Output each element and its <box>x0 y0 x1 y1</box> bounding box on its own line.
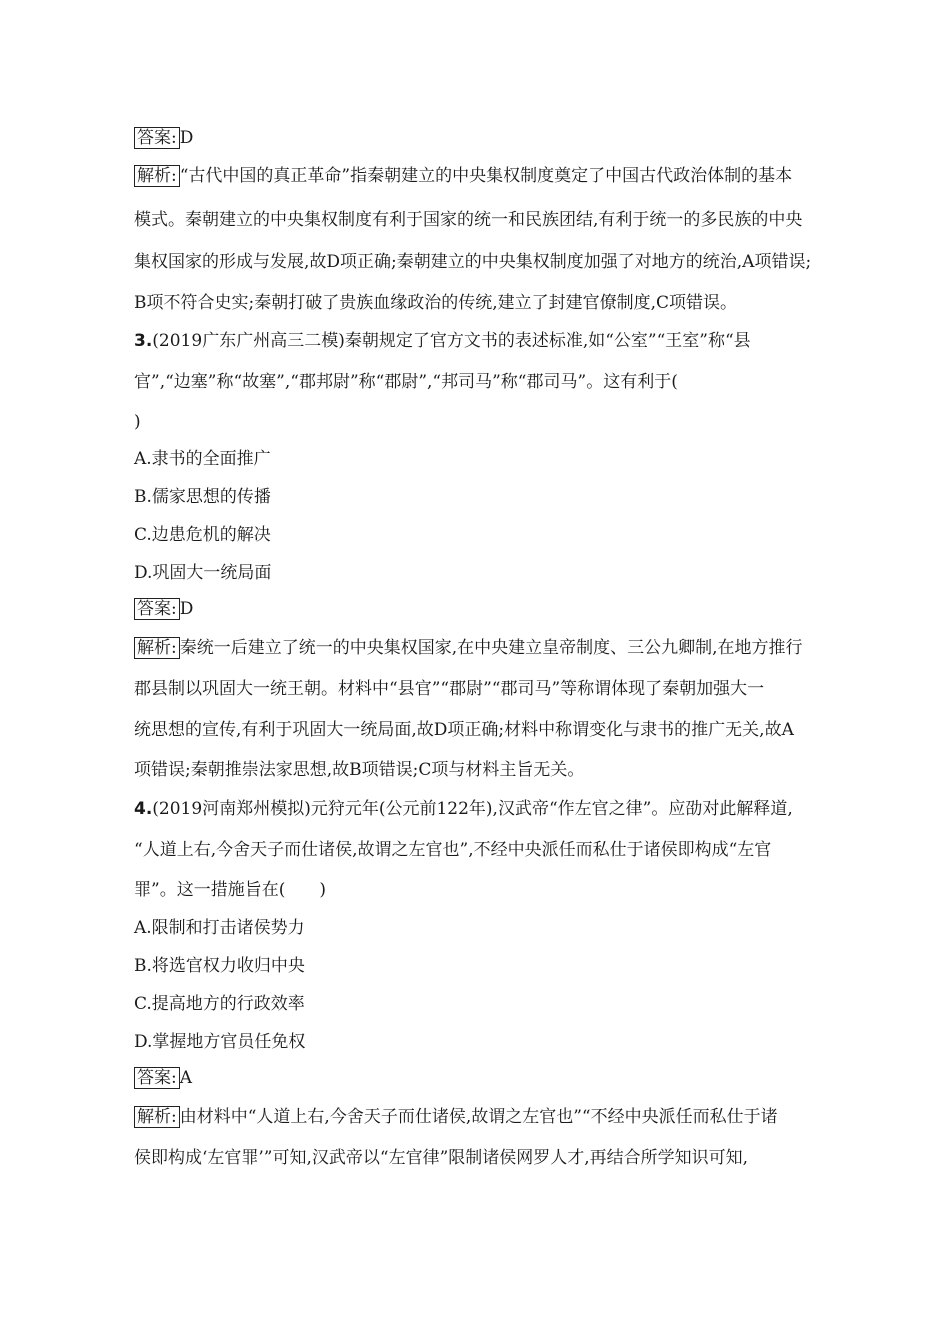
option-d: D.巩固大一统局面 <box>134 563 272 583</box>
option-a: A.隶书的全面推广 <box>134 449 271 469</box>
analysis-line <box>134 164 792 188</box>
answer-value: D <box>179 599 194 619</box>
option-c: C.边患危机的解决 <box>134 525 271 545</box>
question-text: “人道上右,今舍天子而仕诸侯,故谓之左官也”,不经中央派任而私仕于诸侯即构成“左官 <box>134 840 772 860</box>
answer-line <box>134 597 193 621</box>
analysis-label: 解析: <box>134 165 180 187</box>
answer-value: A <box>179 1068 193 1088</box>
analysis-label: 解析: <box>134 637 180 659</box>
question-text: ) <box>134 412 141 432</box>
answer-line <box>134 1066 192 1090</box>
question-text: 官”,“边塞”称“故塞”,“郡邦尉”称“郡尉”,“邦司马”称“郡司马”。这有利于( <box>134 372 678 392</box>
question-text: (2019河南郑州模拟)元狩元年(公元前122年),汉武帝“作左官之律”。应劭对此解释道, <box>152 799 793 819</box>
question-4 <box>134 797 793 821</box>
analysis-text: 统思想的宣传,有利于巩固大一统局面,故D项正确;材料中称谓变化与隶书的推广无关,故A <box>134 720 794 740</box>
option-b: B.儒家思想的传播 <box>134 487 271 507</box>
question-text: (2019广东广州高三二模)秦朝规定了官方文书的表述标准,如“公室”“王室”称“县 <box>152 331 751 351</box>
analysis-text: 模式。秦朝建立的中央集权制度有利于国家的统一和民族团结,有利于统一的多民族的中央 <box>134 210 803 230</box>
option-b: B.将选官权力收归中央 <box>134 956 305 976</box>
analysis-text: 侯即构成‘左官罪’”可知,汉武帝以“左官律”限制诸侯网罗人才,再结合所学知识可知, <box>134 1148 749 1168</box>
answer-label: 答案: <box>134 127 180 149</box>
analysis-line <box>134 636 803 660</box>
option-c: C.提高地方的行政效率 <box>134 994 305 1014</box>
analysis-line <box>134 1105 778 1129</box>
answer-value: D <box>179 128 194 148</box>
answer-line <box>134 126 193 150</box>
analysis-text: “古代中国的真正革命”指秦朝建立的中央集权制度奠定了中国古代政治体制的基本 <box>179 166 793 186</box>
question-number: 4. <box>134 799 153 819</box>
analysis-text: 秦统一后建立了统一的中央集权国家,在中央建立皇帝制度、三公九卿制,在地方推行 <box>179 638 803 658</box>
analysis-text: 项错误;秦朝推崇法家思想,故B项错误;C项与材料主旨无关。 <box>134 760 585 780</box>
analysis-text: 由材料中“人道上右,今舍天子而仕诸侯,故谓之左官也”“不经中央派任而私仕于诸 <box>179 1107 778 1127</box>
option-a: A.限制和打击诸侯势力 <box>134 918 305 938</box>
analysis-text: 郡县制以巩固大一统王朝。材料中“县官”“郡尉”“郡司马”等称谓体现了秦朝加强大一 <box>134 679 765 699</box>
answer-label: 答案: <box>134 598 180 620</box>
question-number: 3. <box>134 331 153 351</box>
answer-label: 答案: <box>134 1067 180 1089</box>
analysis-text: 集权国家的形成与发展,故D项正确;秦朝建立的中央集权制度加强了对地方的统治,A项错误; <box>134 252 812 272</box>
analysis-label: 解析: <box>134 1106 180 1128</box>
analysis-text: B项不符合史实;秦朝打破了贵族血缘政治的传统,建立了封建官僚制度,C项错误。 <box>134 293 738 313</box>
question-text: 罪”。这一措施旨在( ) <box>134 880 326 900</box>
question-3 <box>134 329 751 353</box>
option-d: D.掌握地方官员任免权 <box>134 1032 306 1052</box>
